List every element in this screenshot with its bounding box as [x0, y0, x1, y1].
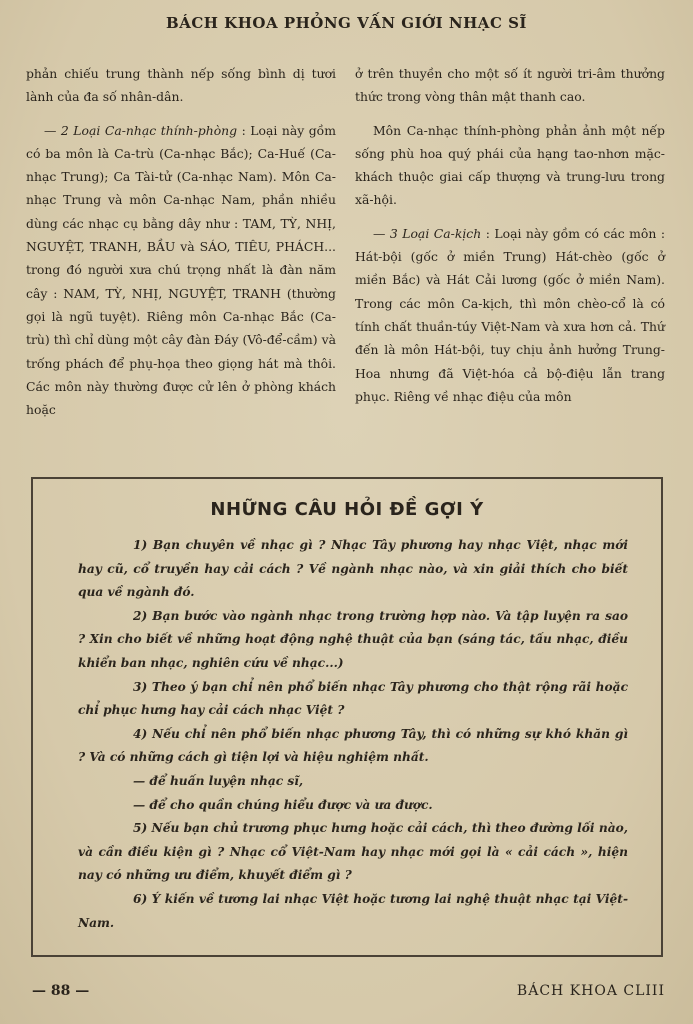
question-3: 3) Theo ý bạn chỉ nên phổ biến nhạc Tây phương cho thật rộng rãi hoặc chỉ phục hưng hay cải cách nhạc Việt ?: [78, 679, 628, 718]
section-3-text: : Loại này gồm có các môn : Hát-bội (gốc ở miền Trung) Hát-chèo (gốc ở miền Bắc) và Hát Cải lương (gốc ở miền Nam). Trong các môn Ca-kịch, thì môn chèo-cổ là có tính chất thuần-túy Việt-Nam và xưa hơn cả. Thứ đến là môn Hát-bội, tuy chịu ảnh hưởng Trung-Hoa nhưng đã Việt-hóa cả bộ-điệu lẫn trang phục. Riêng về nhạc điệu của môn: [355, 225, 665, 404]
journal-name: BÁCH KHOA CLIII: [516, 983, 665, 999]
right-paragraph-2: Môn Ca-nhạc thính-phòng phản ảnh một nếp sống phù hoa quý phái của hạng tao-nhơn mặc-khách thuộc giai cấp thượng và trung-lưu trong xã-hội.: [355, 122, 665, 208]
section-3-label: — 3 Loại Ca-kịch: [373, 225, 482, 241]
right-paragraph-1: ở trên thuyền cho một số ít người tri-âm thưởng thức trong vòng thân mật thanh cao.: [355, 66, 665, 105]
left-paragraph-1: phản chiếu trung thành nếp sống bình dị tươi lành của đa số nhân-dân.: [26, 66, 336, 105]
left-column: [26, 62, 336, 431]
right-paragraph-3: [355, 222, 665, 408]
section-2-label: — 2 Loại Ca-nhạc thính-phòng: [44, 122, 238, 138]
question-4: 4) Nếu chỉ nên phổ biến nhạc phương Tây, thì có những sự khó khăn gì ? Và có những cách gì tiện lợi và hiệu nghiệm nhất.: [78, 726, 628, 765]
question-2: 2) Bạn bước vào ngành nhạc trong trường hợp nào. Và tập luyện ra sao ? Xin cho biết về những hoạt động nghệ thuật của bạn (sáng tác, tấu nhạc, điều khiển ban nhạc, nghiên cứu về nhạc...): [78, 608, 628, 670]
question-4-subitem-2: — để cho quần chúng hiểu được và ưa được.: [133, 797, 433, 812]
question-4-subitem-1: — để huấn luyện nhạc sĩ,: [133, 773, 304, 788]
question-5: 5) Nếu bạn chủ trương phục hưng hoặc cải cách, thì theo đường lối nào, và cần điều kiện gì ? Nhạc cổ Việt-Nam hay nhạc mới gọi là « cải cách », hiện nay có những ưu điểm, khuyết điểm gì ?: [78, 821, 628, 883]
section-2-text: : Loại này gồm có ba môn là Ca-trù (Ca-nhạc Bắc); Ca-Huế (Ca-nhạc Trung); Ca Tài-tử (Ca-nhạc Nam). Môn Ca-nhạc Trung và môn Ca-nhạc Nam, phần nhiều dùng các nhạc cụ bằng dây như : TAM, TỲ, NHỊ, NGUYỆT, TRANH, BẦU và SÁO, TIÊU, PHÁCH... trong đó người xưa chú trọng nhất là đàn năm cây : NAM, TỲ, NHỊ, NGUYỆT, TRANH (thường gọi là ngũ tuyệt). Riêng môn Ca-nhạc Bắc (Ca-trù) thì chỉ dùng một cây đàn Đáy (Vô-để-cầm) và trống phách để phụ-họa theo giọng hát mà thôi. Các môn này thường được cử lên ở phòng khách hoặc: [26, 122, 336, 418]
questions-list: [78, 534, 628, 935]
page-number: — 88 —: [32, 983, 90, 999]
question-1: 1) Bạn chuyên về nhạc gì ? Nhạc Tây phương hay nhạc Việt, nhạc mới hay cũ, cổ truyền hay cải cách ? Về ngành nhạc nào, và xin giải thích cho biết qua về ngành đó.: [78, 538, 628, 600]
right-column: [355, 62, 665, 418]
questions-title: NHỮNG CÂU HỎI ĐỀ GỢI Ý: [210, 499, 484, 520]
left-paragraph-2: [26, 119, 336, 422]
questions-box: [31, 477, 663, 957]
question-6: 6) Ý kiến về tương lai nhạc Việt hoặc tương lai nghệ thuật nhạc tại Việt-Nam.: [78, 891, 628, 930]
page-header: BÁCH KHOA PHỎNG VẤN GIỚI NHẠC SĨ: [166, 14, 527, 32]
